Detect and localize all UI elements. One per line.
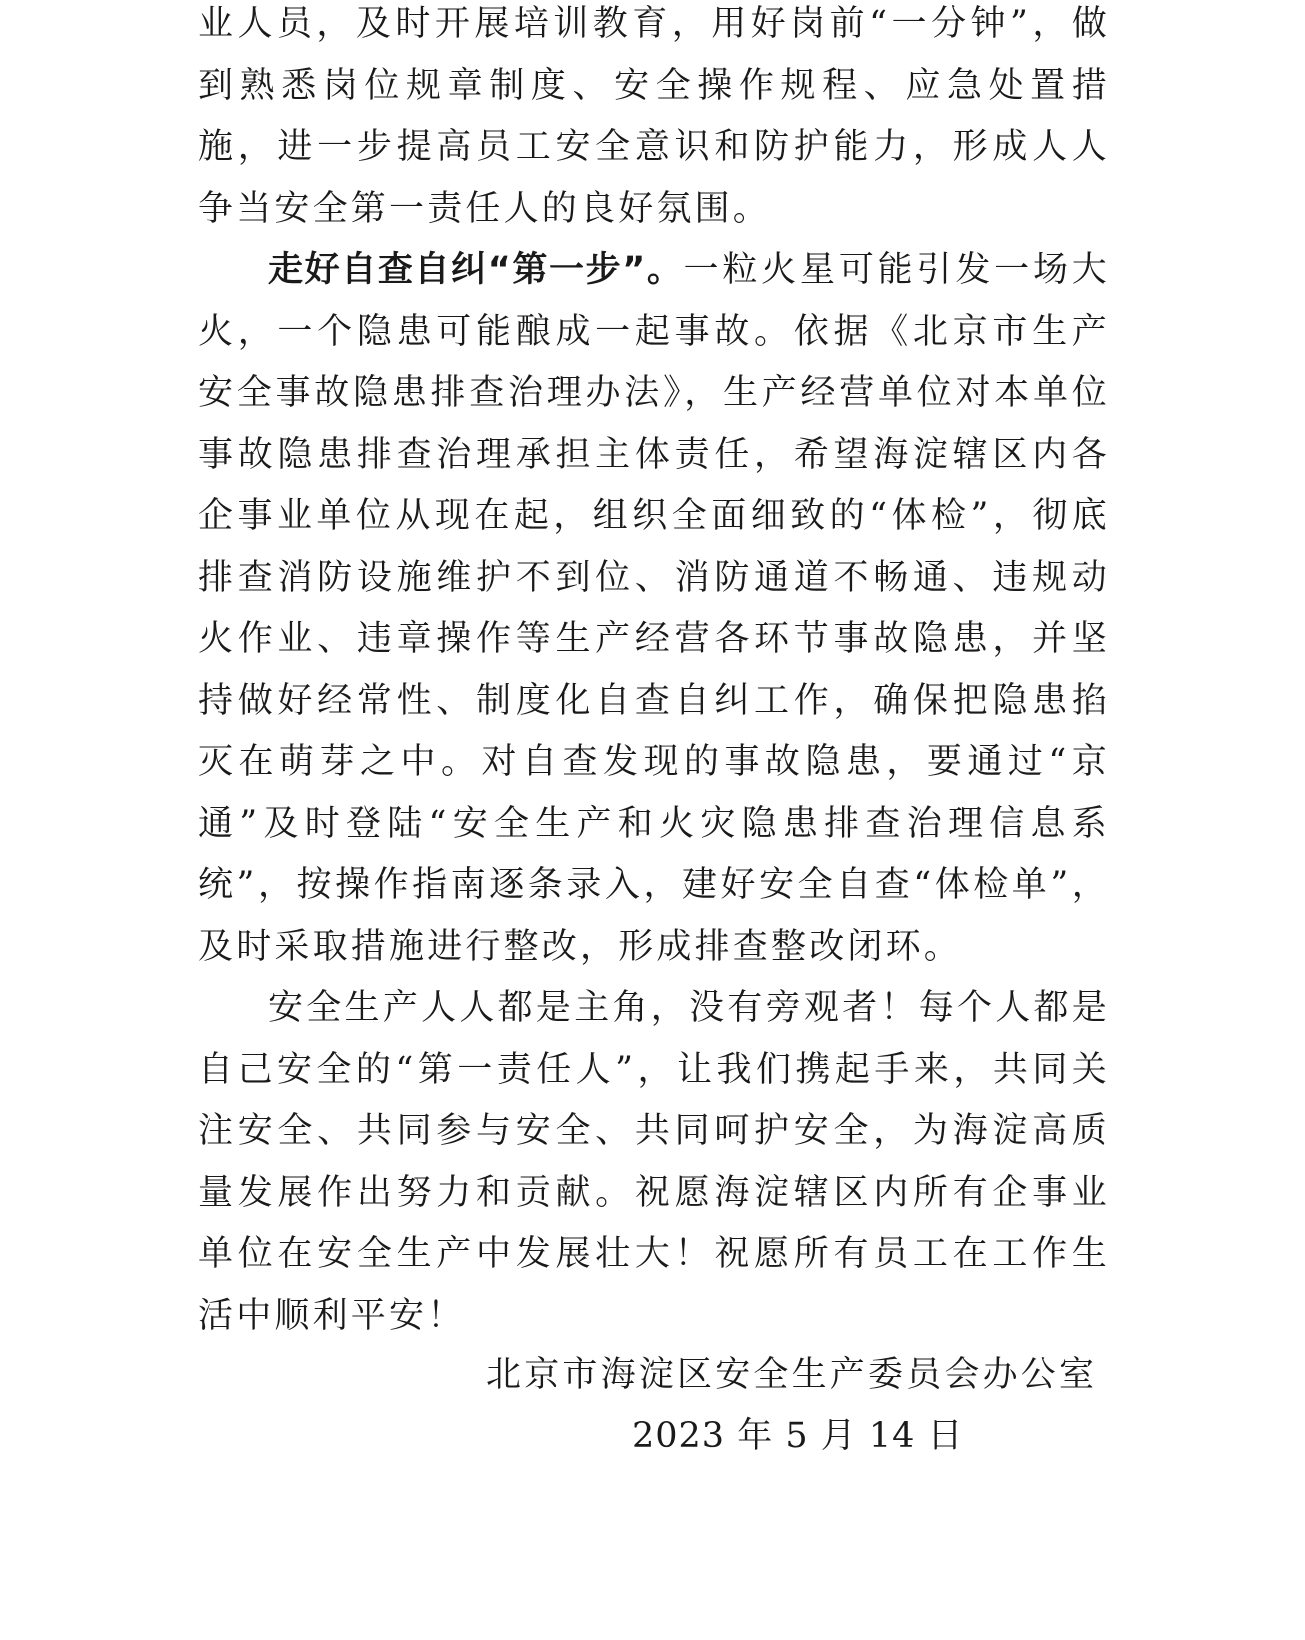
signature-date: 2023 年 5 月 14 日 <box>632 1416 964 1456</box>
paragraph-self-inspection <box>198 240 1110 978</box>
paragraph-self-inspection-body: 一粒火星可能引发一场大火，一个隐患可能酿成一起事故。依据《北京市生产安全事故隐患排查治理办法》，生产经营单位对本单位事故隐患排查治理承担主体责任，希望海淀辖区内各企事业单位从现在起，组织全面细致的“体检”，彻底排查消防设施维护不到位、消防通道不畅通、违规动火作业、违章操作等生产经营各环节事故隐患，并坚持做好经常性、制度化自查自纠工作，确保把隐患掐灭在萌芽之中。对自查发现的事故隐患，要通过“京通”及时登陆“安全生产和火灾隐患排查治理信息系统”，按操作指南逐条录入，建好安全自查“体检单”，及时采取措施进行整改，形成排查整改闭环。 <box>198 250 1110 967</box>
document-body <box>198 0 1110 1347</box>
paragraph-lead-heading: 走好自查自纠“第一步”。 <box>268 250 684 290</box>
paragraph-closing: 安全生产人人都是主角，没有旁观者！每个人都是自己安全的“第一责任人”，让我们携起手来，共同关注安全、共同参与安全、共同呵护安全，为海淀高质量发展作出努力和贡献。祝愿海淀辖区内所有企事业单位在安全生产中发展壮大！祝愿所有员工在工作生活中顺利平安！ <box>198 988 1110 1336</box>
signature-issuer: 北京市海淀区安全生产委员会办公室 <box>486 1355 1098 1395</box>
paragraph-continuation: 业人员，及时开展培训教育，用好岗前“一分钟”，做到熟悉岗位规章制度、安全操作规程、应急处置措施，进一步提高员工安全意识和防护能力，形成人人争当安全第一责任人的良好氛围。 <box>198 4 1110 229</box>
